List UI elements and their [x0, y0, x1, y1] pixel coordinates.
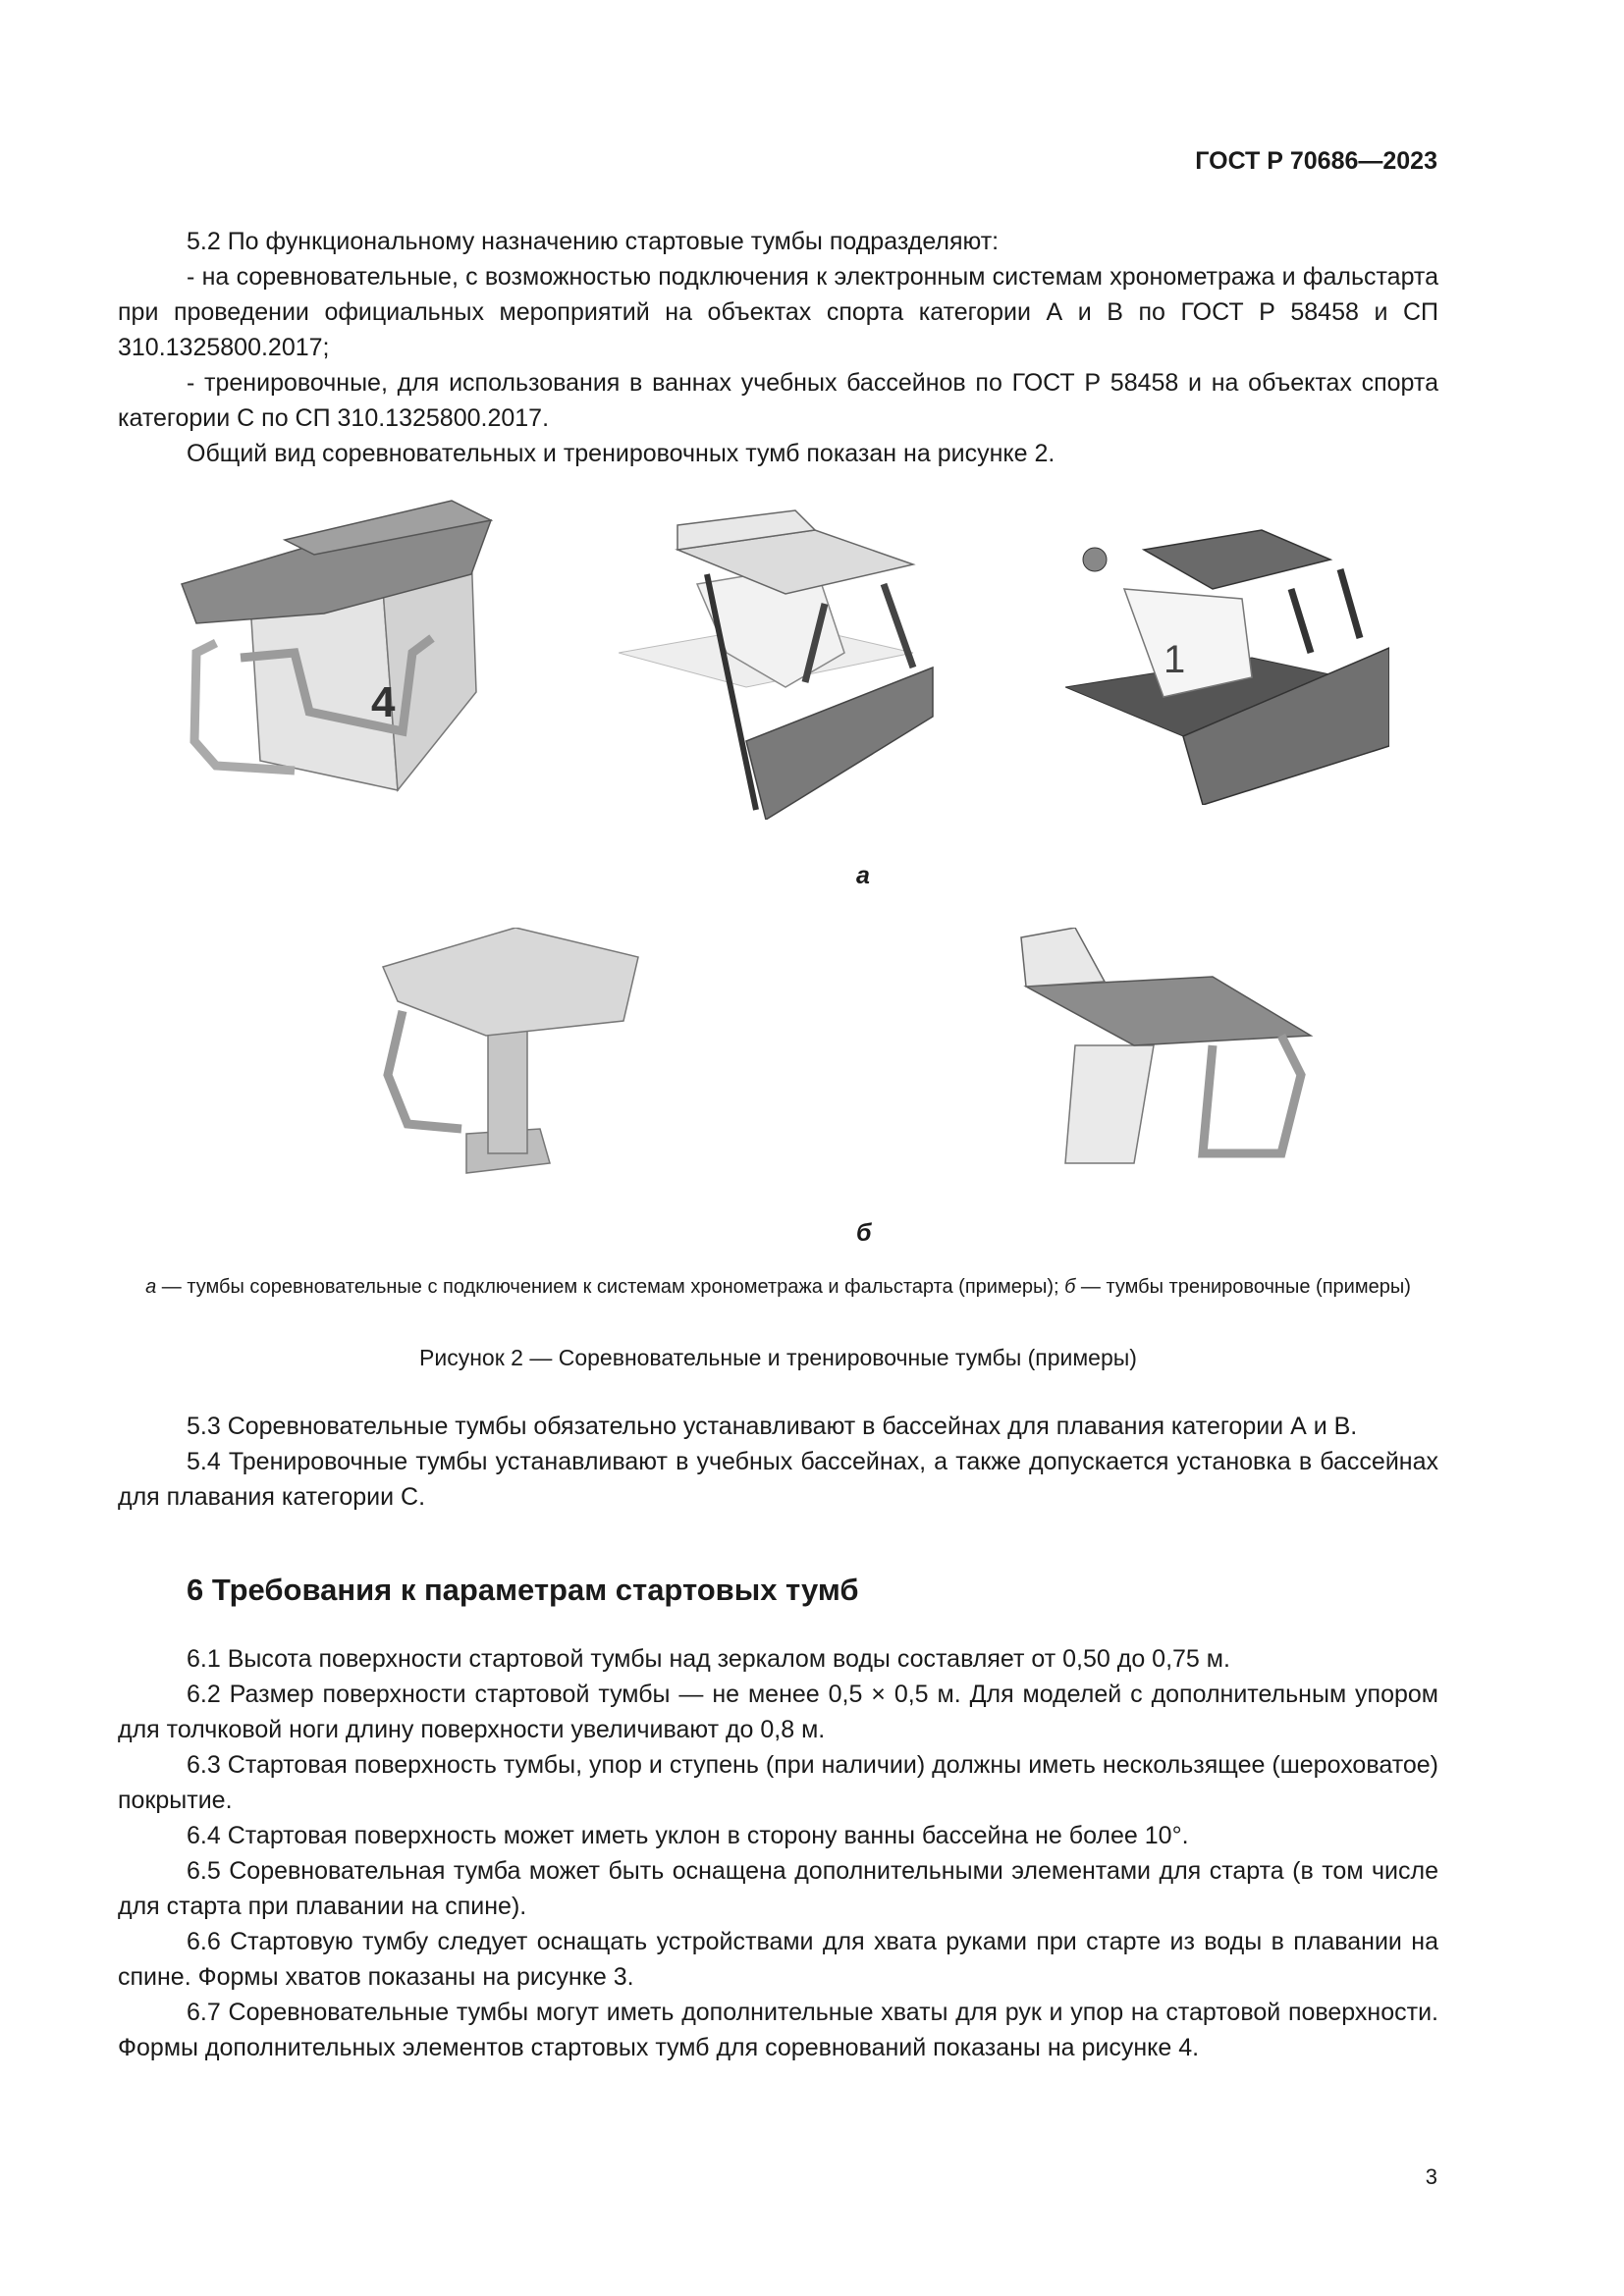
paragraph-5-3: 5.3 Соревновательные тумбы обязательно устанавливают в бассейнах для плавания категории А и В. [187, 1413, 1358, 1440]
section-5-2 [118, 224, 1438, 471]
note-a-letter: а [145, 1276, 157, 1298]
paragraph-6-6: 6.6 Стартовую тумбу следует оснащать устройствами для хвата руками при старте из воды в плавании на спине. Формы хватов показаны на рисунке 3. [118, 1928, 1438, 1991]
note-b-text: — тумбы тренировочные (примеры) [1075, 1276, 1411, 1298]
paragraph-6-4: 6.4 Стартовая поверхность может иметь уклон в сторону ванны бассейна не более 10°. [187, 1822, 1189, 1849]
figure-b-block-2 [1016, 928, 1321, 1193]
figure-b2-rail [1203, 1036, 1301, 1153]
page-number: 3 [1425, 2164, 1437, 2189]
paragraph-6-1: 6.1 Высота поверхности стартовой тумбы над зеркалом воды составляет от 0,50 до 0,75 м. [187, 1645, 1230, 1673]
figure-a-block-3 [1065, 510, 1389, 805]
note-b-letter: б [1064, 1276, 1076, 1298]
figure-b1-platform [383, 928, 638, 1036]
paragraph-6-3: 6.3 Стартовая поверхность тумбы, упор и ступень (при наличии) должны иметь нескользящее (шероховатое) покрытие. [118, 1751, 1438, 1814]
figure-b1-rail [388, 1011, 461, 1129]
paragraph-overview: Общий вид соревновательных и тренировочных тумб показан на рисунке 2. [187, 440, 1056, 467]
figure-caption: Рисунок 2 — Соревновательные и тренировочные тумбы (примеры) [419, 1345, 1137, 1370]
list-item-training: - тренировочные, для использования в ваннах учебных бассейнов по ГОСТ Р 58458 и на объектах спорта категории С по СП 310.1325800.2017. [118, 369, 1438, 432]
figure-b-block-1 [378, 928, 643, 1193]
figure-a3-platform [1144, 530, 1330, 589]
note-a-text: — тумбы соревновательные с подключением к системам хронометража и фальстарта (примеры); [156, 1276, 1065, 1298]
figure-b2-wedge [1021, 928, 1105, 987]
paragraph-6-7: 6.7 Соревновательные тумбы могут иметь дополнительные хваты для рук и упор на стартовой поверхности. Формы дополнительных элементов стартовых тумб для соревнований показаны на рисунке 4. [118, 1999, 1438, 2061]
figure-a3-lane-number: 1 [1164, 638, 1186, 681]
figure-a3-rail [1291, 569, 1360, 653]
figure-label-b: б [856, 1219, 872, 1247]
paragraph-5-4: 5.4 Тренировочные тумбы устанавливают в учебных бассейнах, а также допускается установка в бассейнах для плавания категории С. [118, 1448, 1438, 1511]
figure-a-block-2 [619, 506, 943, 820]
paragraph-6-5: 6.5 Соревновательная тумба может быть оснащена дополнительными элементами для старта (в том числе для старта при плавании на спине). [118, 1857, 1438, 1920]
figure-b2-support [1065, 1045, 1154, 1163]
figure-a3-start-light [1083, 548, 1107, 571]
list-item-competition: - на соревновательные, с возможностью подключения к электронным системам хронометража и фальстарта при проведении официальных мероприятий на объектах спорта категории А и В по ГОСТ Р 58458 и СП 310.1325800.2017; [118, 263, 1438, 361]
section-6-body [118, 1641, 1438, 2065]
paragraph-6-2: 6.2 Размер поверхности стартовой тумбы — не менее 0,5 × 0,5 м. Для моделей с дополнительным упором для толчковой ноги длину поверхности увеличивают до 0,8 м. [118, 1681, 1438, 1743]
figure-a-block-1 [177, 496, 501, 810]
document-header: ГОСТ Р 70686—2023 [1195, 147, 1437, 175]
figure-a2-pool-edge [746, 667, 933, 820]
figure-b2-platform [1026, 977, 1311, 1045]
figure-label-a: а [856, 862, 870, 889]
figure-a1-lane-number: 4 [371, 678, 396, 726]
figure-b1-column [488, 1016, 527, 1153]
figure-note [118, 1273, 1438, 1302]
paragraph-5-2: 5.2 По функциональному назначению стартовые тумбы подразделяют: [187, 228, 1000, 255]
section-5-3-5-4 [118, 1409, 1438, 1515]
section-6-heading: 6 Требования к параметрам стартовых тумб [187, 1573, 859, 1607]
